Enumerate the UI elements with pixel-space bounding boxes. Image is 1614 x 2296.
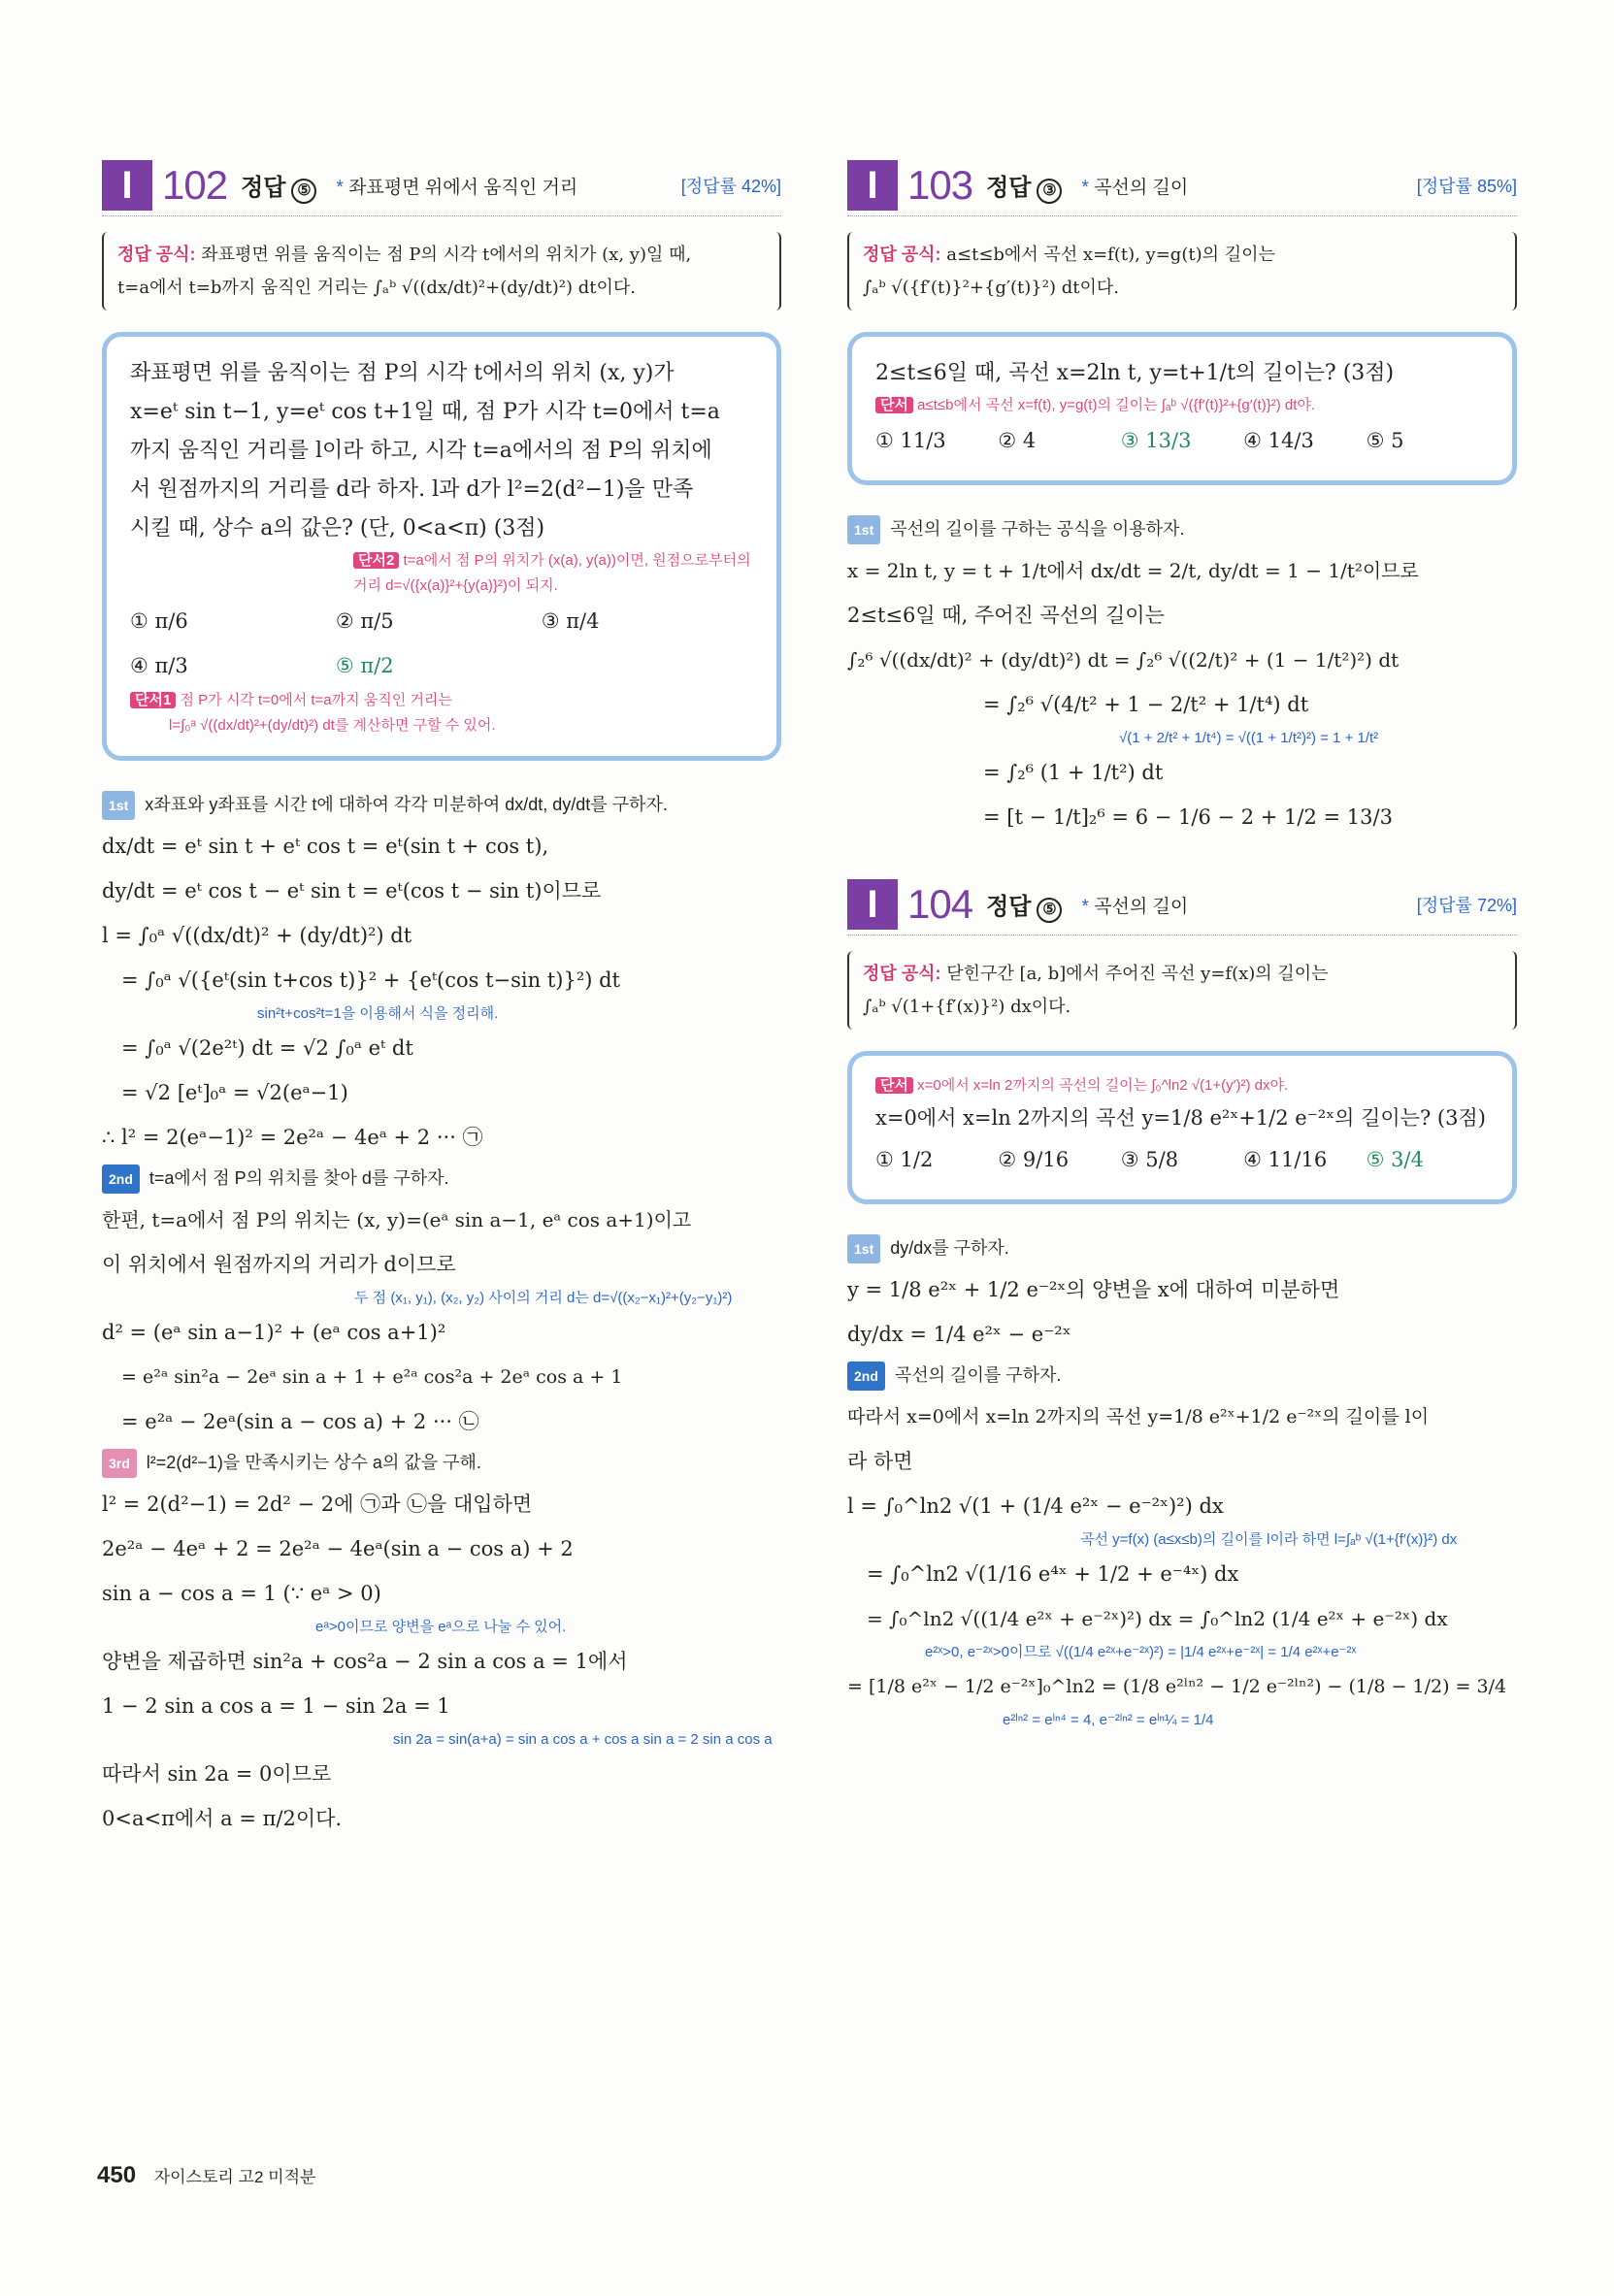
problem-box [847,332,1517,485]
choice-3[interactable]: ③ π/4 [541,609,600,633]
note: 두 점 (x₁, y₁), (x₂, y₂) 사이의 거리 d는 d=√((x₂−x₁)²+(y₂−y₁)²) [354,1290,733,1306]
choice-1[interactable]: ① 1/2 [875,1148,934,1171]
note: 곡선 y=f(x) (a≤x≤b)의 길이를 l이라 하면 l=∫ₐᵇ √(1+{f′(x)}²) dx [1080,1531,1458,1548]
hint: 단서 x=0에서 x=ln 2까지의 곡선의 길이는 ∫₀^ln2 √(1+(y′)²) dx야. [875,1073,1489,1099]
solution-line: = ∫₂⁶ √(4/t² + 1 − 2/t² + 1/t⁴) dt [983,693,1309,716]
problem-header [102,155,781,216]
problem-box [102,332,781,761]
solution-line: = ∫₀ᵃ √(2e²ᵗ) dt = √2 ∫₀ᵃ eᵗ dt [121,1036,413,1060]
choice-5-selected[interactable]: ⑤ π/2 [335,654,394,677]
problem-header [847,874,1517,935]
step-2: 2nd t=a에서 점 P의 위치를 찾아 d를 구하자. [102,1164,781,1194]
problem-line: 서 원점까지의 거리를 d라 하자. l과 d가 l²=2(d²−1)을 만족 [130,477,694,502]
solution-line: = ∫₂⁶ (1 + 1/t²) dt [983,761,1164,784]
section-badge: I [847,879,898,930]
page-number: 450 [97,2162,137,2188]
step-3: 3rd l²=2(d²−1)을 만족시키는 상수 a의 값을 구해. [102,1448,781,1478]
solution-line: d² = (eᵃ sin a−1)² + (eᵃ cos a+1)² [102,1321,446,1344]
solution-line: = ∫₀^ln2 √(1/16 e⁴ˣ + 1/2 + e⁻⁴ˣ) dx [867,1562,1239,1586]
formula-box: 정답 공식: a≤t≤b에서 곡선 x=f(t), y=g(t)의 길이는 ∫ₐᵇ √({f′(t)}²+{g′(t)}²) dt이다. [847,232,1517,311]
answer: 정답 ③ [986,168,1062,204]
note: sin²t+cos²t=1을 이용해서 식을 정리해. [257,1005,499,1022]
section-badge: I [847,160,898,211]
choice-2[interactable]: ② π/5 [335,609,394,633]
solution-line: = [t − 1/t]₂⁶ = 6 − 1/6 − 2 + 1/2 = 13/3 [983,805,1393,829]
problem-line: 까지 움직인 거리를 l이라 하고, 시각 t=a에서의 점 P의 위치에 [130,439,712,463]
solution-line: l = ∫₀^ln2 √(1 + (1/4 e²ˣ − e⁻²ˣ)²) dx [847,1494,1224,1518]
choices [875,1137,1489,1182]
problem-line: x=eᵗ sin t−1, y=eᵗ cos t+1일 때, 점 P가 시각 t=0에서 t=a [130,400,720,424]
choice-1[interactable]: ① π/6 [130,609,188,633]
section-badge: I [102,160,152,211]
book-title: 자이스토리 고2 미적분 [153,2168,316,2186]
answer-circle: ③ [1037,179,1062,204]
choice-5[interactable]: ⑤ 5 [1366,429,1404,452]
problem-line: 시킬 때, 상수 a의 값은? (단, 0<a<π) (3점) [130,516,545,541]
hint: 단서 a≤t≤b에서 곡선 x=f(t), y=g(t)의 길이는 ∫ₐᵇ √({f′(t)}²+{g′(t)}²) dt야. [875,393,1489,418]
hint-2: 단서2 t=a에서 점 P의 위치가 (x(a), y(a))이면, 원점으로부터의 거리 d=√({x(a)}²+{y(a)}²)이 되지. [353,552,751,594]
choices [875,418,1489,463]
solution-line: = ∫₀ᵃ √({eᵗ(sin t+cos t)}² + {eᵗ(cos t−sin t)}²) dt [121,968,620,992]
solution-line: 이 위치에서 원점까지의 거리가 d이므로 [102,1253,456,1276]
step-1: 1st 곡선의 길이를 구하는 공식을 이용하자. [847,514,1517,544]
solution-line: 따라서 sin 2a = 0이므로 [102,1762,332,1786]
problem-103 [847,155,1517,839]
choice-5-selected[interactable]: ⑤ 3/4 [1366,1148,1424,1171]
solution-line: 라 하면 [847,1450,913,1473]
note: e²ˣ>0, e⁻²ˣ>0이므로 √((1/4 e²ˣ+e⁻²ˣ)²) = |1/4 e²ˣ+e⁻²ˣ| = 1/4 e²ˣ+e⁻²ˣ [925,1644,1357,1660]
solution-line: = √2 [eᵗ]₀ᵃ = √2(eᵃ−1) [121,1081,348,1104]
solution-line: dx/dt = eᵗ sin t + eᵗ cos t = eᵗ(sin t + cos t), [102,835,549,858]
problem-104 [847,874,1517,1732]
solution-line: dy/dx = 1/4 e²ˣ − e⁻²ˣ [847,1323,1071,1346]
solution-line: = ∫₀^ln2 √((1/4 e²ˣ + e⁻²ˣ)²) dx = ∫₀^ln2 (1/4 e²ˣ + e⁻²ˣ) dx [867,1607,1448,1630]
solution-line: = e²ᵃ sin²a − 2eᵃ sin a + 1 + e²ᵃ cos²a + 2eᵃ cos a + 1 [121,1366,623,1388]
problem-number: 103 [907,162,973,208]
solution-line: ∫₂⁶ √((dx/dt)² + (dy/dt)²) dt = ∫₂⁶ √((2/t)² + (1 − 1/t²)²) dt [847,648,1400,672]
solution-line: ∴ l² = 2(eᵃ−1)² = 2e²ᵃ − 4eᵃ + 2 ··· ㉠ [102,1126,483,1149]
choice-3-selected[interactable]: ③ 13/3 [1120,429,1192,452]
solution-line: 따라서 x=0에서 x=ln 2까지의 곡선 y=1/8 e²ˣ+1/2 e⁻²ˣ의 길이를 l이 [847,1406,1430,1427]
solution-line: sin a − cos a = 1 (∵ eᵃ > 0) [102,1582,381,1605]
answer: 정답 ⑤ [986,887,1062,923]
correct-rate: [정답률 72%] [1416,896,1517,915]
choice-1[interactable]: ① 11/3 [875,429,946,452]
choice-2[interactable]: ② 4 [998,429,1037,452]
solution-line: 1 − 2 sin a cos a = 1 − sin 2a = 1 [102,1694,450,1718]
solution-line: l² = 2(d²−1) = 2d² − 2에 ㉠과 ㉡을 대입하면 [102,1492,533,1516]
solution-line: y = 1/8 e²ˣ + 1/2 e⁻²ˣ의 양변을 x에 대하여 미분하면 [847,1278,1340,1301]
choice-4[interactable]: ④ π/3 [130,654,188,677]
note: √(1 + 2/t² + 1/t⁴) = √((1 + 1/t²)²) = 1 + 1/t² [1119,730,1379,746]
solution-line: = [1/8 e²ˣ − 1/2 e⁻²ˣ]₀^ln2 = (1/8 e²ˡⁿ² − 1/2 e⁻²ˡⁿ²) − (1/8 − 1/2) = 3/4 [847,1676,1507,1697]
formula-box: 정답 공식: 닫힌구간 [a, b]에서 주어진 곡선 y=f(x)의 길이는 ∫ₐᵇ √(1+{f′(x)}²) dx이다. [847,951,1517,1030]
solution-line: 0<a<π에서 a = π/2이다. [102,1807,343,1830]
solution-line: x = 2ln t, y = t + 1/t에서 dx/dt = 2/t, dy/dt = 1 − 1/t²이므로 [847,559,1419,582]
problem-number: 104 [907,881,973,927]
solution-line: l = ∫₀ᵃ √((dx/dt)² + (dy/dt)²) dt [102,924,412,947]
solution-line: dy/dt = eᵗ cos t − eᵗ sin t = eᵗ(cos t − sin t)이므로 [102,879,602,902]
step-1: 1st x좌표와 y좌표를 시간 t에 대하여 각각 미분하여 dx/dt, dy/dt를 구하자. [102,790,781,820]
solution-line: 2≤t≤6일 때, 주어진 곡선의 길이는 [847,604,1165,627]
choice-3[interactable]: ③ 5/8 [1120,1148,1179,1171]
answer-circle: ⑤ [291,179,316,204]
choice-4[interactable]: ④ 11/16 [1243,1148,1328,1171]
answer-circle: ⑤ [1037,898,1062,923]
step-1: 1st dy/dx를 구하자. [847,1233,1517,1263]
answer: 정답 ⑤ [241,168,316,204]
step-2: 2nd 곡선의 길이를 구하자. [847,1361,1517,1391]
solution-line: 양변을 제곱하면 sin²a + cos²a − 2 sin a cos a = 1에서 [102,1650,628,1673]
choices [130,599,753,688]
formula-box: 정답 공식: 좌표평면 위를 움직이는 점 P의 시각 t에서의 위치가 (x, y)일 때, t=a에서 t=b까지 움직인 거리는 ∫ₐᵇ √((dx/dt)²+(dy/dt)²) dt이다. [102,232,781,311]
page-footer [97,2162,315,2189]
right-column [847,155,1517,1732]
correct-rate: [정답률 42%] [680,177,781,196]
choice-2[interactable]: ② 9/16 [998,1148,1070,1171]
problem-box [847,1051,1517,1204]
solution-line: 2e²ᵃ − 4eᵃ + 2 = 2e²ᵃ − 4eᵃ(sin a − cos a) + 2 [102,1537,574,1560]
problem-text: 2≤t≤6일 때, 곡선 x=2ln t, y=t+1/t의 길이는? (3점) [875,361,1395,385]
hint-1: 단서1 점 P가 시각 t=0에서 t=a까지 움직인 거리는 l=∫₀ᵃ √((dx/dt)²+(dy/dt)²) dt를 계산하면 구할 수 있어. [130,688,753,738]
note: eᵃ>0이므로 양변을 eᵃ으로 나눌 수 있어. [315,1619,567,1635]
problem-number: 102 [162,162,228,208]
solution-line: = e²ᵃ − 2eᵃ(sin a − cos a) + 2 ··· ㉡ [121,1410,479,1433]
topic: * 곡선의 길이 [1081,896,1189,917]
topic: * 곡선의 길이 [1081,177,1189,198]
problem-line: 좌표평면 위를 움직이는 점 P의 시각 t에서의 위치 (x, y)가 [130,361,675,385]
correct-rate: [정답률 85%] [1416,177,1517,196]
note: e²ˡⁿ² = eˡⁿ⁴ = 4, e⁻²ˡⁿ² = eˡⁿ¼ = 1/4 [1003,1712,1214,1728]
problem-header [847,155,1517,216]
solution-line: 한편, t=a에서 점 P의 위치는 (x, y)=(eᵃ sin a−1, eᵃ cos a+1)이고 [102,1208,692,1231]
note: sin 2a = sin(a+a) = sin a cos a + cos a sin a = 2 sin a cos a [393,1731,773,1748]
choice-4[interactable]: ④ 14/3 [1243,429,1314,452]
problem-102 [102,155,781,1841]
problem-text: x=0에서 x=ln 2까지의 곡선 y=1/8 e²ˣ+1/2 e⁻²ˣ의 길이는? (3점) [875,1106,1486,1130]
topic: * 좌표평면 위에서 움직인 거리 [336,177,578,198]
